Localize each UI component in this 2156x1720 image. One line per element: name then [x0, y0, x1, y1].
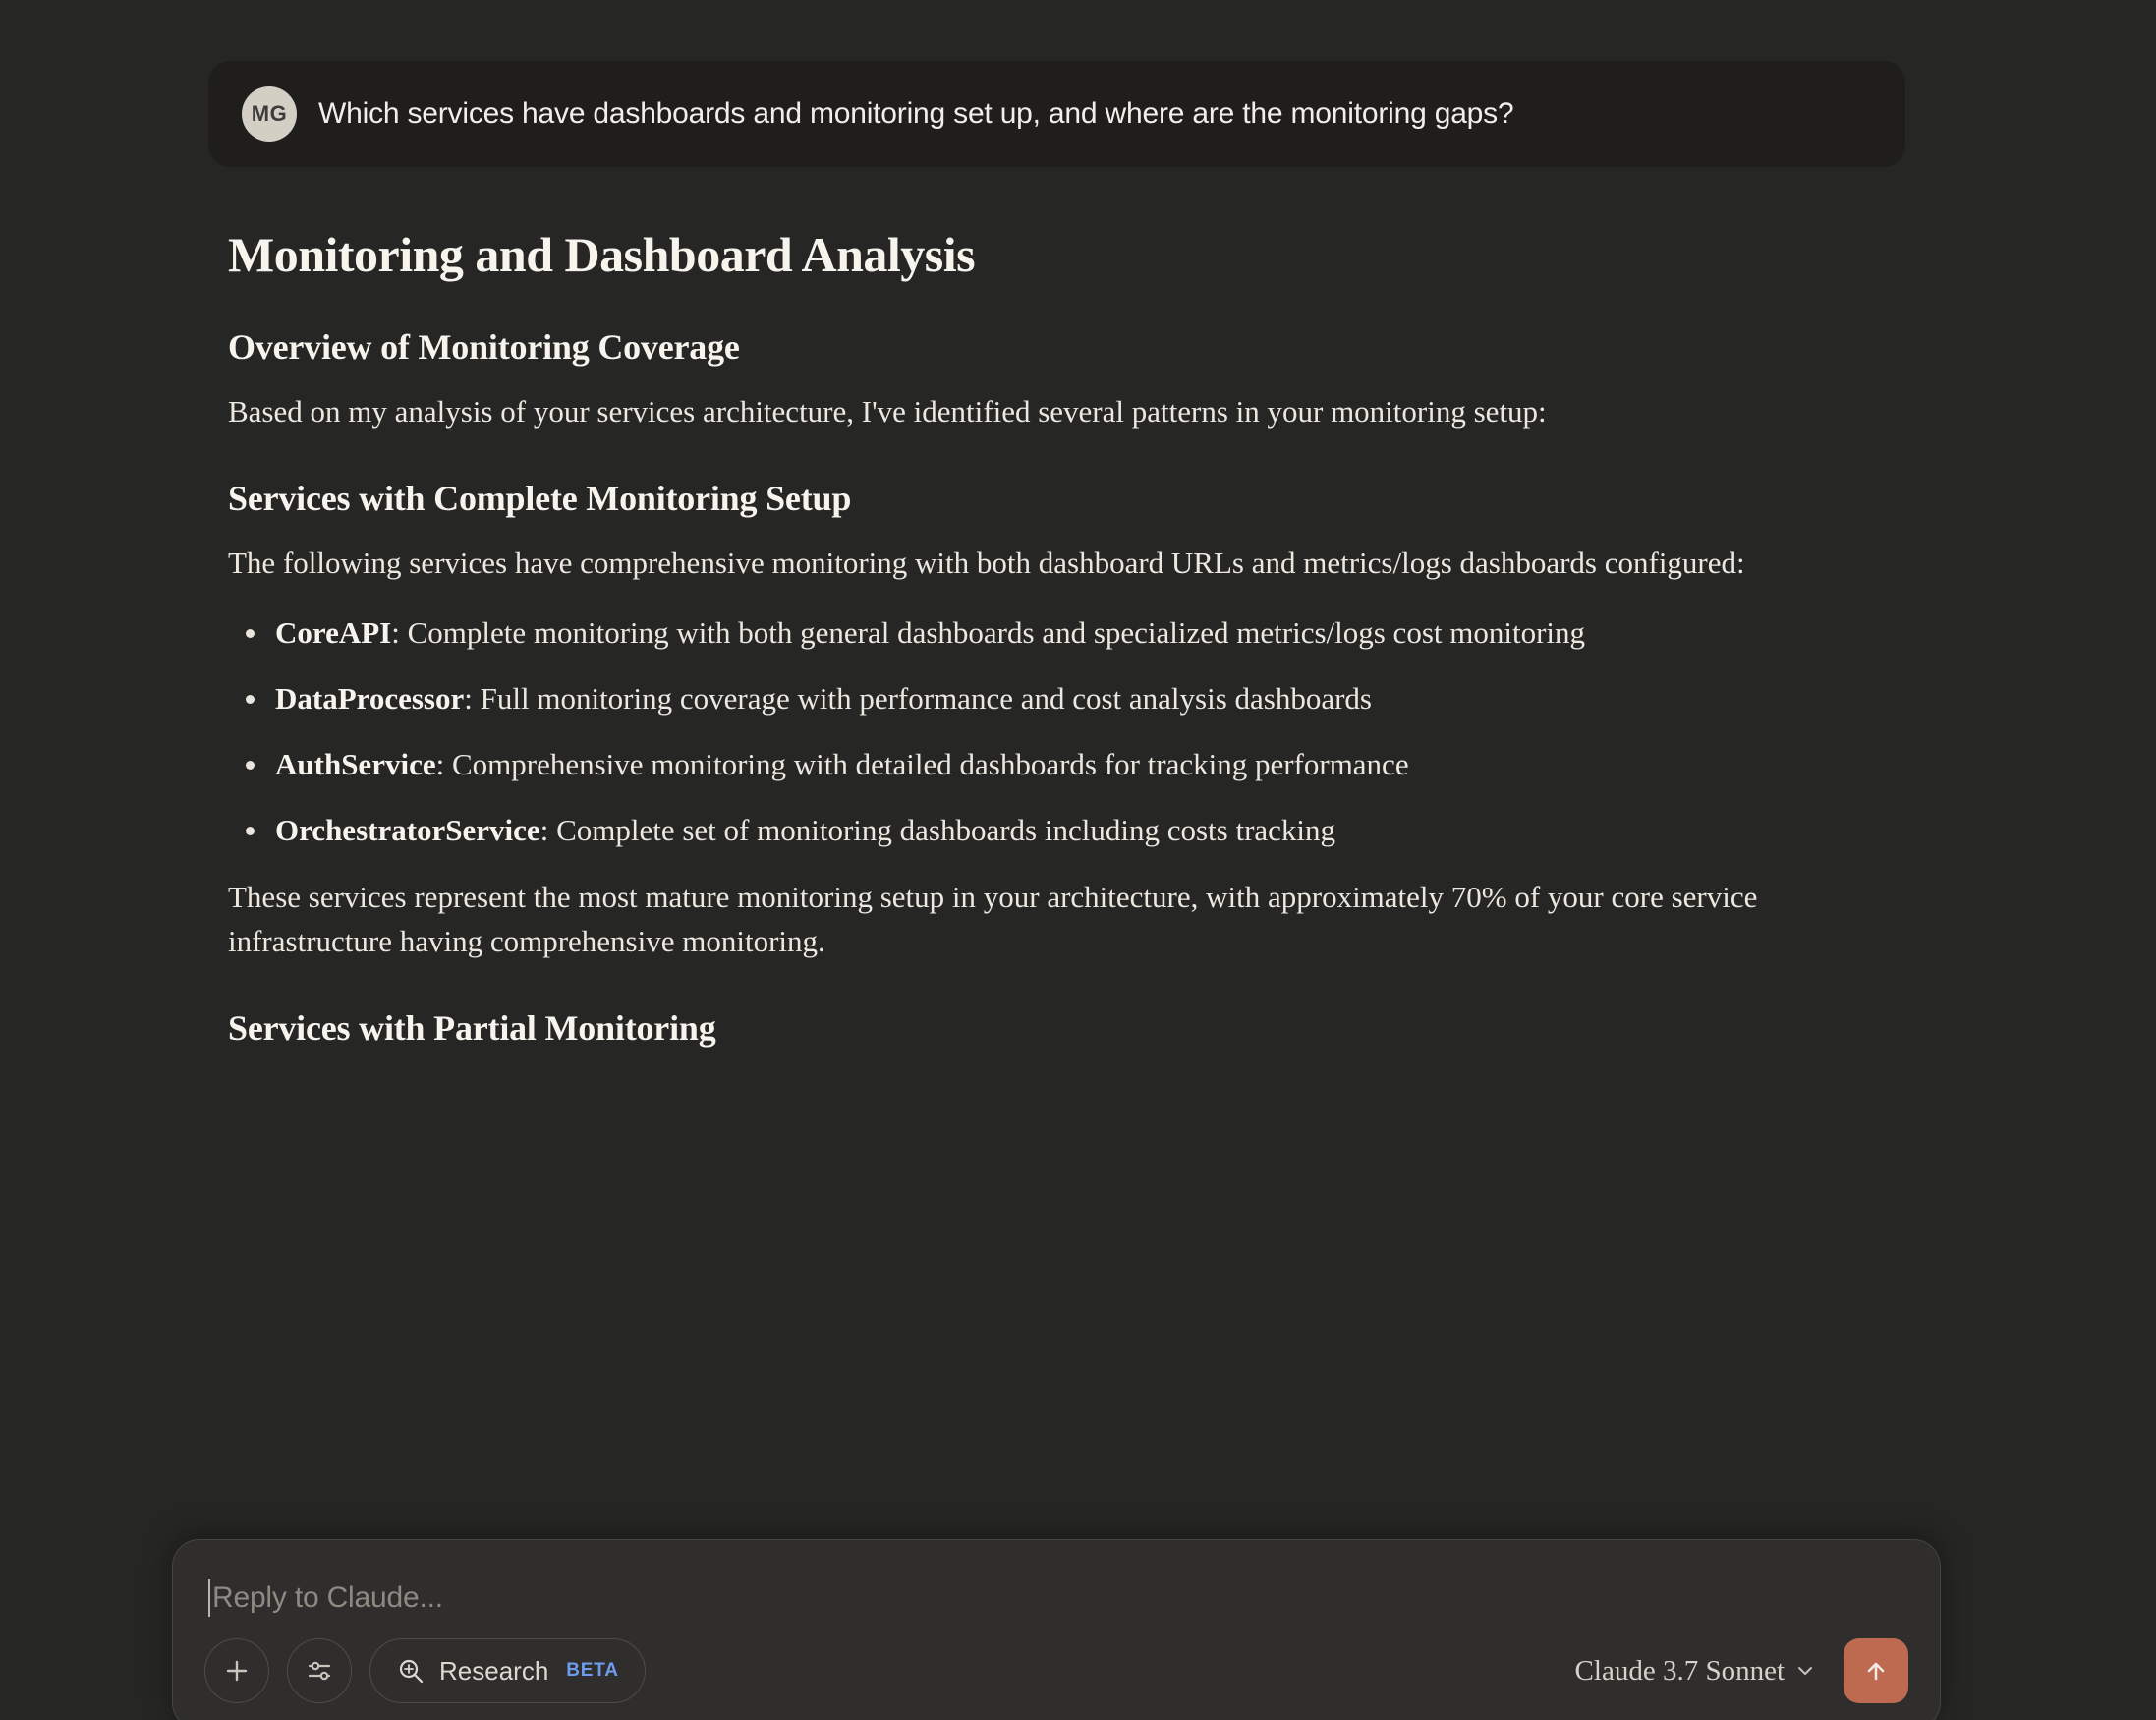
heading-overview: Overview of Monitoring Coverage: [228, 327, 740, 367]
list-item: [228, 677, 1840, 721]
assistant-response: [228, 206, 1899, 1070]
complete-services-list: [228, 611, 1899, 853]
service-desc: : Comprehensive monitoring with detailed dashboards for tracking performance: [435, 746, 1409, 781]
composer-toolbar: [204, 1638, 1908, 1703]
user-message-text: Which services have dashboards and monitoring set up, and where are the monitoring gaps?: [318, 96, 1514, 130]
paragraph-complete-intro: The following services have comprehensive monitoring with both dashboard URLs and metrics/logs dashboards configured:: [228, 545, 1745, 580]
research-button[interactable]: [369, 1638, 646, 1703]
sliders-icon: [304, 1655, 335, 1687]
attach-button[interactable]: [204, 1638, 269, 1703]
service-name: OrchestratorService: [275, 812, 540, 847]
reply-input-placeholder[interactable]: Reply to Claude...: [212, 1581, 443, 1614]
user-message-bubble: [208, 61, 1905, 167]
composer-right-actions: [1569, 1638, 1908, 1703]
beta-badge: BETA: [566, 1660, 619, 1681]
service-name: DataProcessor: [275, 680, 465, 716]
avatar: [242, 86, 297, 142]
scroll-fade-overlay: [0, 1415, 2156, 1484]
chevron-down-icon: [1794, 1660, 1816, 1682]
service-desc: : Complete set of monitoring dashboards including costs tracking: [539, 812, 1336, 847]
plus-icon: [222, 1656, 252, 1686]
page-title: Monitoring and Dashboard Analysis: [228, 227, 976, 282]
service-desc: : Full monitoring coverage with performance and cost analysis dashboards: [464, 680, 1372, 716]
research-icon: [396, 1656, 426, 1686]
paragraph-overview: Based on my analysis of your services architecture, I've identified several patterns in your monitoring setup:: [228, 394, 1547, 429]
list-item: [228, 743, 1840, 787]
arrow-up-icon: [1861, 1656, 1891, 1686]
text-caret: [208, 1579, 210, 1617]
list-item: [228, 611, 1840, 656]
heading-partial-monitoring: Services with Partial Monitoring: [228, 1008, 716, 1049]
model-selector[interactable]: [1569, 1647, 1822, 1695]
composer-left-actions: [204, 1638, 646, 1703]
message-composer[interactable]: [172, 1539, 1941, 1720]
list-item: [228, 809, 1840, 853]
service-desc: : Complete monitoring with both general dashboards and specialized metrics/logs cost monitoring: [391, 614, 1586, 650]
tools-settings-button[interactable]: [287, 1638, 352, 1703]
model-name-label: Claude 3.7 Sonnet: [1574, 1654, 1785, 1687]
composer-input-row[interactable]: [204, 1570, 1908, 1638]
paragraph-complete-summary: These services represent the most mature monitoring setup in your architecture, with approximately 70% of your core service infrastructure having comprehensive monitoring.: [228, 879, 1758, 959]
research-label: Research: [439, 1655, 549, 1686]
service-name: AuthService: [275, 746, 436, 781]
service-name: CoreAPI: [275, 614, 392, 650]
send-button[interactable]: [1844, 1638, 1908, 1703]
heading-complete-monitoring: Services with Complete Monitoring Setup: [228, 478, 852, 518]
avatar-initials: MG: [251, 101, 288, 126]
